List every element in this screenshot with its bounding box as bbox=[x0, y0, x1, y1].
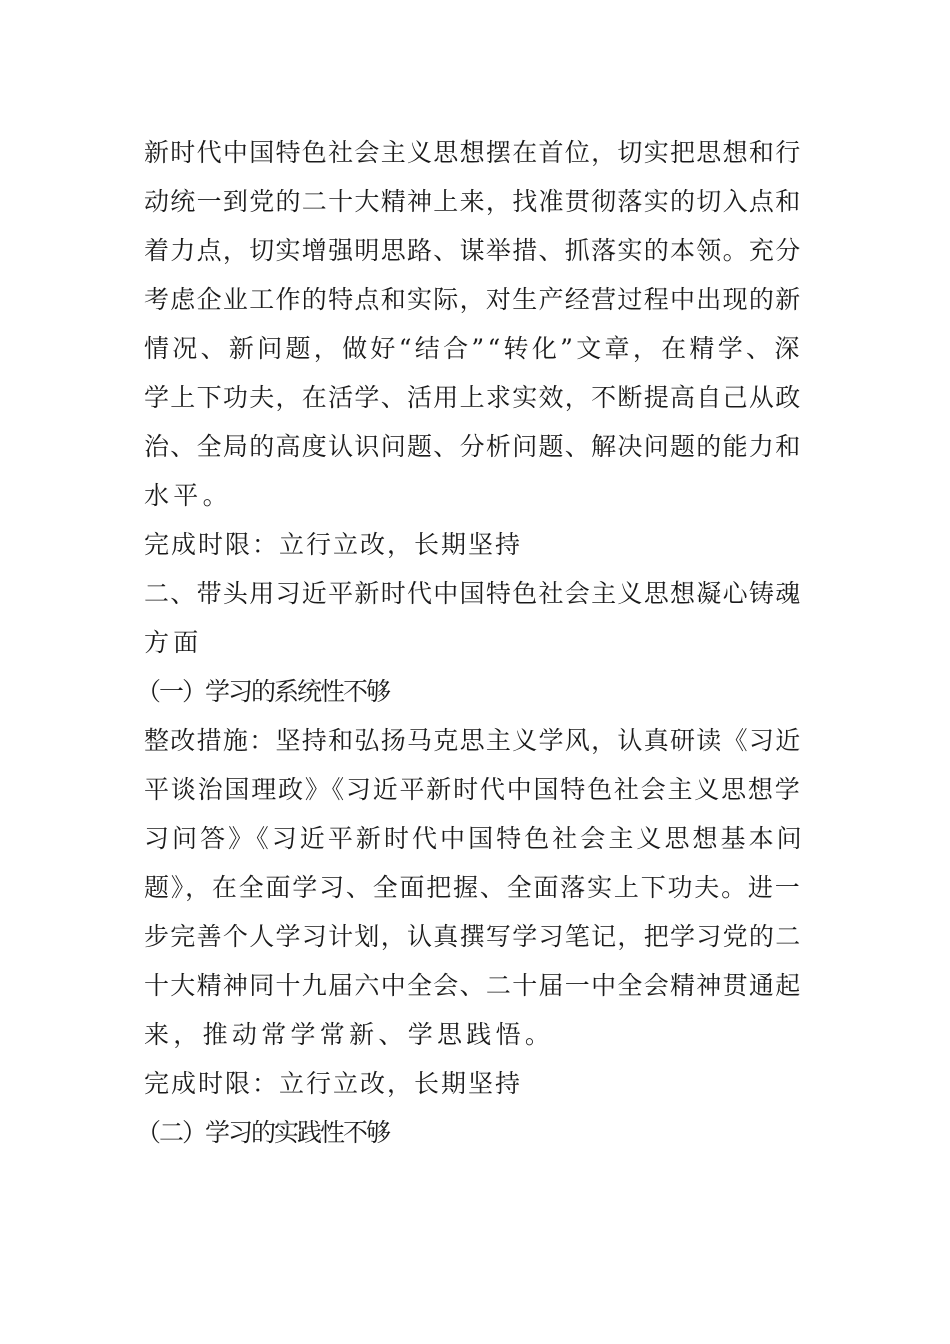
body-text-line: 整改措施：坚持和弘扬马克思主义学风，认真研读《习近 bbox=[144, 726, 802, 755]
body-text-line: 新时代中国特色社会主义思想摆在首位，切实把思想和行 bbox=[144, 138, 802, 167]
body-text-line: 考虑企业工作的特点和实际，对生产经营过程中出现的新 bbox=[144, 285, 802, 314]
subsection-heading: （一）学习的系统性不够 bbox=[136, 677, 390, 706]
deadline-line: 完成时限：立行立改，长期坚持 bbox=[144, 530, 523, 559]
body-text-line: 治、全局的高度认识问题、分析问题、解决问题的能力和 bbox=[144, 432, 802, 461]
subsection-heading: （二）学习的实践性不够 bbox=[136, 1118, 390, 1147]
body-text-line: 情况、新问题，做好“结合”“转化”文章，在精学、深 bbox=[144, 334, 803, 363]
body-text-line: 着力点，切实增强明思路、谋举措、抓落实的本领。充分 bbox=[144, 236, 802, 265]
section-heading: 二、带头用习近平新时代中国特色社会主义思想凝心铸魂 bbox=[144, 579, 802, 608]
body-text-line: 步完善个人学习计划，认真撰写学习笔记，把学习党的二 bbox=[144, 922, 802, 951]
body-text-line: 动统一到党的二十大精神上来，找准贯彻落实的切入点和 bbox=[144, 187, 802, 216]
body-text-line: 平谈治国理政》《习近平新时代中国特色社会主义思想学 bbox=[144, 775, 802, 804]
section-heading-continued: 方面 bbox=[144, 628, 203, 657]
body-text-line: 题》，在全面学习、全面把握、全面落实上下功夫。进一 bbox=[144, 873, 802, 902]
deadline-line: 完成时限：立行立改，长期坚持 bbox=[144, 1069, 523, 1098]
body-text-line: 十大精神同十九届六中全会、二十届一中全会精神贯通起 bbox=[144, 971, 802, 1000]
body-text-line: 来，推动常学常新、学思践悟。 bbox=[144, 1020, 555, 1049]
body-text-line: 水平。 bbox=[144, 481, 232, 510]
document-body bbox=[136, 128, 806, 1157]
body-text-line: 学上下功夫，在活学、活用上求实效，不断提高自己从政 bbox=[144, 383, 802, 412]
body-text-line: 习问答》《习近平新时代中国特色社会主义思想基本问 bbox=[144, 824, 805, 853]
